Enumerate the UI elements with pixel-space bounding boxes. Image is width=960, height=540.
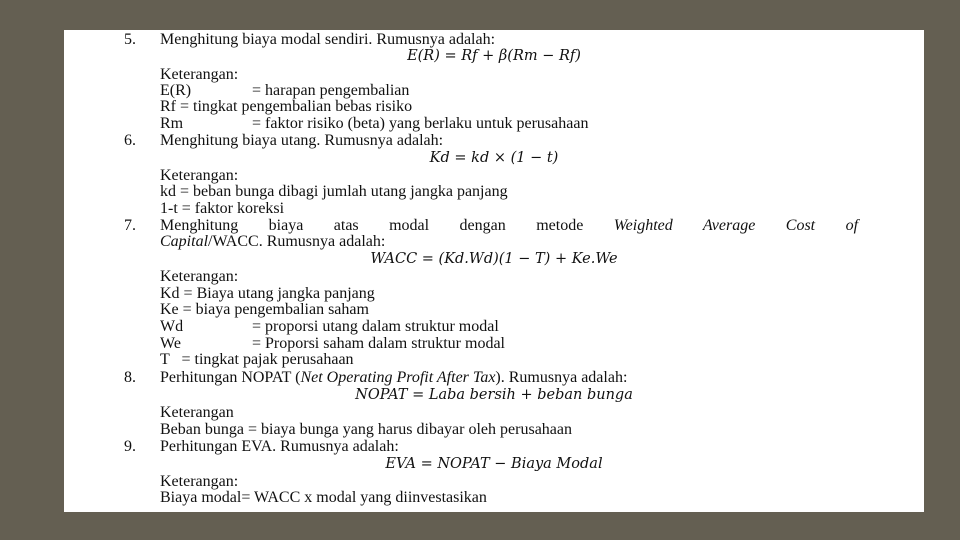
item-8-def-1: Beban bunga = biaya bunga yang harus dibayar oleh perusahaan [160,421,572,438]
item-5-title: Menghitung biaya modal sendiri. Rumusnya adalah: [160,31,496,48]
item-9-formula: EVA = NOPAT − Biaya Modal [385,456,603,472]
item-8-number: 8. [124,369,136,386]
item-6-def-1: kd = beban bunga dibagi jumlah utang jangka panjang [160,183,508,200]
item-5-def-3-desc: = faktor risiko (beta) yang berlaku untuk perusahaan [252,115,589,132]
item-5-keterangan: Keterangan: [160,66,239,83]
item-7-keterangan: Keterangan: [160,268,239,285]
item-9-keterangan: Keterangan: [160,473,239,490]
item-7-title-line-1: Menghitung biaya atas modal dengan metode Weighted Average Cost of [160,217,859,234]
item-6-formula: Kd = kd × (1 − t) [429,150,559,166]
item-5-number: 5. [124,31,136,48]
item-6-number: 6. [124,132,136,149]
item-5-formula: E(R) = Rf + β(Rm − Rf) [407,48,581,64]
item-7-def-4-term: We [160,335,181,352]
item-5-def-1-term: E(R) [160,82,192,99]
item-7-formula: WACC = (Kd.Wd)(1 − T) + Ke.We [370,251,618,267]
item-7-def-2: Ke = biaya pengembalian saham [160,301,369,318]
item-9-number: 9. [124,438,136,455]
item-5-def-1-desc: = harapan pengembalian [252,82,410,99]
item-6-def-2: 1-t = faktor koreksi [160,200,285,217]
item-6-keterangan: Keterangan: [160,167,239,184]
item-8-formula: NOPAT = Laba bersih + beban bunga [355,387,633,403]
item-6-title: Menghitung biaya utang. Rumusnya adalah: [160,132,444,149]
item-7-def-1: Kd = Biaya utang jangka panjang [160,285,375,302]
item-7-def-4-desc: = Proporsi saham dalam struktur modal [252,335,505,352]
item-7-def-3-desc: = proporsi utang dalam struktur modal [252,318,499,335]
item-8-keterangan: Keterangan [160,404,234,421]
item-8-title: Perhitungan NOPAT (Net Operating Profit After Tax). Rumusnya adalah: [160,369,628,386]
item-7-title-line-2: Capital/WACC. Rumusnya adalah: [160,233,386,250]
item-5-def-2: Rf = tingkat pengembalian bebas risiko [160,98,413,115]
item-7-number: 7. [124,217,136,234]
item-5-def-3-term: Rm [160,115,184,132]
item-7-def-3-term: Wd [160,318,184,335]
item-7-def-5: T = tingkat pajak perusahaan [160,351,354,368]
item-9-title: Perhitungan EVA. Rumusnya adalah: [160,438,399,455]
item-9-def-1: Biaya modal= WACC x modal yang diinvestasikan [160,489,487,506]
document-page [64,30,924,512]
